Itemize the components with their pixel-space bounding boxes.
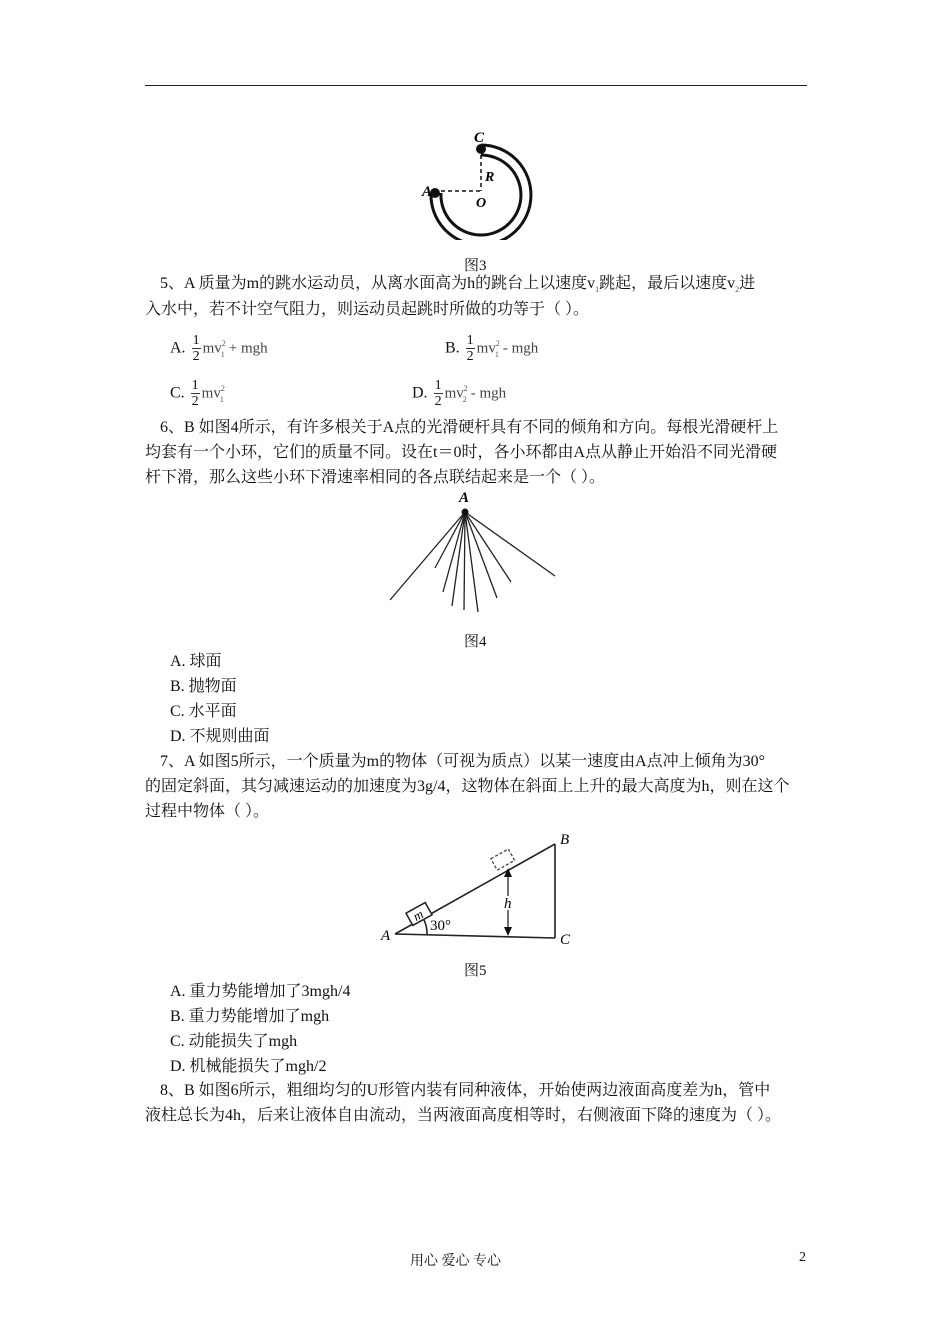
fig4-label-a: A: [459, 490, 470, 506]
q5-option-b: B. $\frac{1}{2}$ $mv^2_1$ - mgh: [445, 333, 539, 365]
q6-option-a: A. 球面: [170, 653, 222, 670]
footer-motto: 用心 爱心 专心: [410, 1254, 501, 1269]
fig3-label-o: O: [476, 196, 487, 211]
fig5-label-b: B: [560, 832, 570, 848]
figure-3-diagram: [410, 125, 540, 240]
q8-line-1: 8、B 如图6所示，粗细均匀的U形管内装有同种液体，开始使两边液面高度差为h，管中: [160, 1082, 771, 1099]
q5-option-d: D. $\frac{1}{2}$ $mv^2_2$ - mgh: [412, 378, 507, 410]
header-rule: [145, 85, 807, 86]
figure-4-caption: 图4: [464, 634, 487, 650]
q7-option-b: B. 重力势能增加了mgh: [170, 1008, 330, 1025]
q6-line-1: 6、B 如图4所示，有许多根关于A点的光滑硬杆具有不同的倾角和方向。每根光滑硬杆上: [160, 419, 779, 436]
fig3-label-a: A: [422, 184, 433, 200]
q7-option-a: A. 重力势能增加了3mgh/4: [170, 983, 351, 1000]
q8-line-2: 液柱总长为4h，后来让液体自由流动，当两液面高度相等时，右侧液面下降的速度为（ ）。: [145, 1107, 782, 1124]
q7-line-1: 7、A 如图5所示，一个质量为m的物体（可视为质点）以某一速度由A点冲上倾角为30°: [160, 753, 766, 770]
q7-line-2: 的固定斜面，其匀减速运动的加速度为3g/4，这物体在斜面上上升的最大高度为h，则在这个: [145, 778, 790, 795]
figure-4-diagram: [385, 490, 565, 620]
q5-option-c: C. $\frac{1}{2}$ $mv^2_1$: [170, 378, 225, 410]
q7-option-c: C. 动能损失了mgh: [170, 1033, 298, 1050]
q6-line-3: 杆下滑，那么这些小环下滑速率相同的各点联结起来是一个（ ）。: [145, 469, 606, 486]
q7-line-3: 过程中物体（ ）。: [145, 803, 270, 820]
fig5-label-h: h: [504, 896, 512, 912]
q6-line-2: 均套有一个小环，它们的质量不同。设在t＝0时，各小环都由A点从静止开始沿不同光滑硬: [145, 444, 778, 461]
figure-3-caption: 图3: [464, 258, 487, 274]
page-number: 2: [799, 1250, 806, 1265]
q6-option-b: B. 抛物面: [170, 678, 237, 695]
q5-option-a: A. $\frac{1}{2}$ $mv^2_1$ + mgh: [170, 333, 268, 365]
fig5-label-c: C: [560, 932, 571, 948]
fig3-label-c: C: [474, 130, 485, 146]
fig3-label-r: R: [485, 170, 495, 185]
q7-option-d: D. 机械能损失了mgh/2: [170, 1058, 327, 1075]
fig5-label-m: m: [410, 906, 426, 924]
q5-line-1: 5、A 质量为m的跳水运动员，从离水面高为h的跳台上以速度$v_1$跳起，最后以速度$v_2$进: [160, 275, 756, 295]
figure-5-caption: 图5: [464, 963, 487, 979]
q5-line-2: 入水中，若不计空气阻力，则运动员起跳时所做的功等于（ ）。: [145, 301, 590, 318]
q6-option-c: C. 水平面: [170, 703, 237, 720]
q6-option-d: D. 不规则曲面: [170, 728, 270, 745]
fig5-angle-label: 30°: [430, 918, 451, 934]
fig5-label-a: A: [381, 928, 391, 944]
figure-5-diagram: [375, 828, 585, 953]
